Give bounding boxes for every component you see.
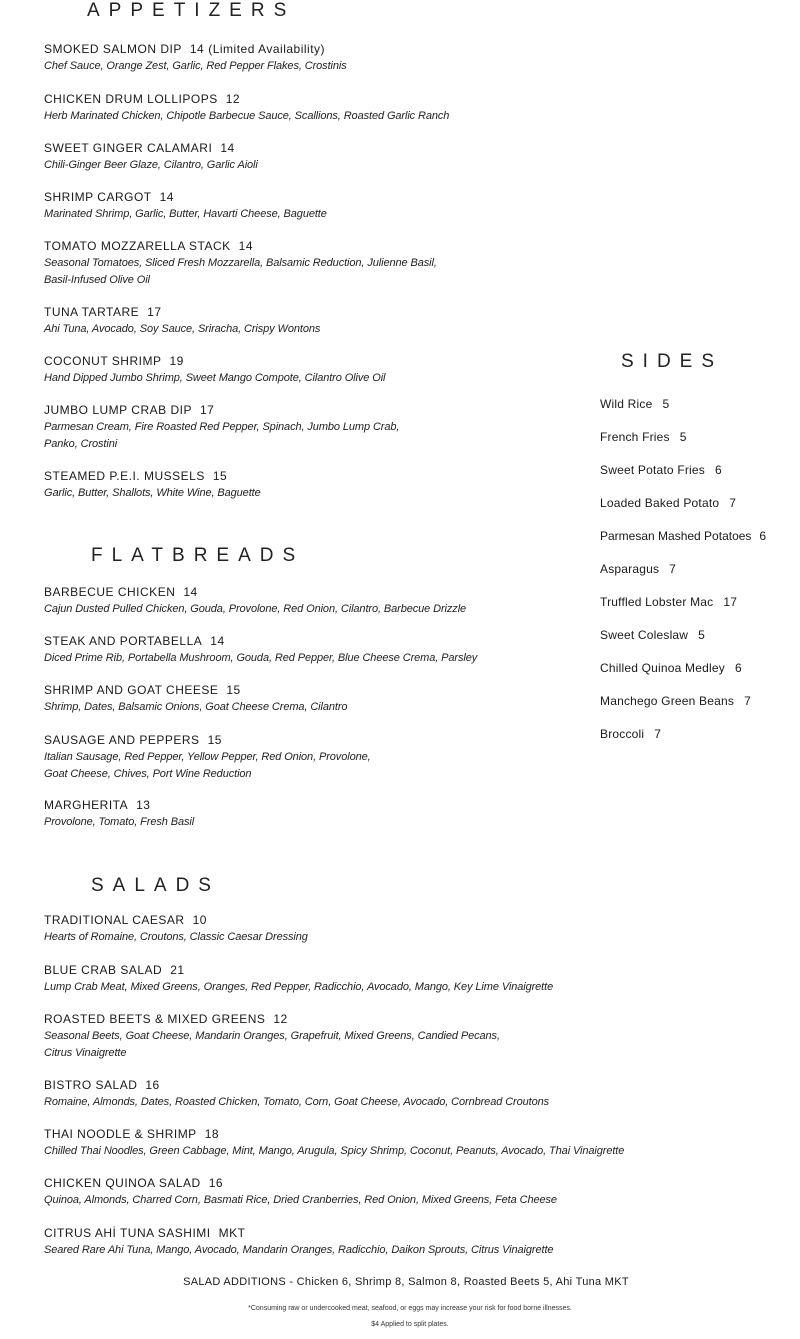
item-name: CHICKEN DRUM LOLLIPOPS (44, 92, 218, 106)
item-name: TRADITIONAL CAESAR (44, 913, 185, 927)
item-description: Parmesan Cream, Fire Roasted Red Pepper, Spinach, Jumbo Lump Crab, (44, 421, 400, 433)
salads-title: SALADS (91, 875, 220, 896)
item-description: Hearts of Romaine, Croutons, Classic Caesar Dressing (44, 931, 308, 943)
side-name: Truffled Lobster Mac (600, 595, 714, 609)
item-description: Panko, Crostini (44, 438, 118, 450)
item-description: Seared Rare Ahi Tuna, Mango, Avocado, Mandarin Oranges, Radicchio, Daikon Sprouts, Citrus Vinaigrette (44, 1244, 554, 1256)
side-price: 7 (729, 496, 737, 510)
item-price: 17 (147, 305, 162, 319)
menu-item (44, 41, 644, 75)
item-description: Hand Dipped Jumbo Shrimp, Sweet Mango Compote, Cilantro Olive Oil (44, 372, 386, 384)
side-item (600, 430, 687, 444)
item-description: Italian Sausage, Red Pepper, Yellow Pepper, Red Onion, Provolone, (44, 751, 371, 763)
menu-item (44, 353, 644, 387)
item-description: Marinated Shrimp, Garlic, Butter, Havarti Cheese, Baguette (44, 208, 327, 220)
side-name: Wild Rice (600, 397, 653, 411)
side-price: 7 (654, 727, 662, 741)
flatbreads-title: FLATBREADS (91, 545, 305, 566)
item-price: 10 (192, 913, 207, 927)
side-name: Manchego Green Beans (600, 694, 735, 708)
item-name: THAI NOODLE & SHRIMP (44, 1127, 197, 1141)
menu-item (44, 912, 644, 946)
item-name: JUMBO LUMP CRAB DIP (44, 403, 192, 417)
side-price: 6 (734, 661, 742, 675)
item-name: TOMATO MOZZARELLA STACK (44, 239, 231, 253)
menu-item (44, 468, 644, 502)
split-plate-note: $4 Applied to split plates. (371, 1321, 449, 1328)
item-price: 14 (159, 190, 174, 204)
side-item (600, 397, 669, 411)
item-price: 16 (145, 1078, 160, 1092)
item-description: Romaine, Almonds, Dates, Roasted Chicken, Tomato, Corn, Goat Cheese, Avocado, Cornbread Croutons (44, 1096, 550, 1108)
food-safety-disclaimer: *Consuming raw or undercooked meat, seafood, or eggs may increase your risk for food borne illnesses. (248, 1305, 572, 1312)
side-price: 5 (679, 430, 687, 444)
menu-item (44, 91, 644, 125)
menu-item (44, 797, 644, 831)
side-price: 5 (698, 628, 706, 642)
side-item (600, 628, 705, 642)
item-name: SAUSAGE AND PEPPERS (44, 733, 200, 747)
menu-item (44, 238, 644, 289)
item-name: BARBECUE CHICKEN (44, 585, 176, 599)
side-price: 17 (723, 595, 738, 609)
item-name: TUNA TARTARE (44, 305, 140, 319)
item-price: 14 (210, 634, 225, 648)
menu-item (44, 584, 644, 618)
item-price: 14 (220, 141, 235, 155)
item-description: Goat Cheese, Chives, Port Wine Reduction (44, 768, 252, 780)
item-price: 12 (273, 1012, 288, 1026)
item-name: STEAK AND PORTABELLA (44, 634, 203, 648)
item-description: Lump Crab Meat, Mixed Greens, Oranges, Red Pepper, Radicchio, Avocado, Mango, Key Lime Vinaigrette (44, 981, 554, 993)
menu-item (44, 1126, 644, 1160)
item-name: STEAMED P.E.I. MUSSELS (44, 469, 205, 483)
salad-additions: SALAD ADDITIONS - Chicken 6, Shrimp 8, Salmon 8, Roasted Beets 5, Ahi Tuna MKT (183, 1276, 629, 1288)
item-description: Garlic, Butter, Shallots, White Wine, Baguette (44, 487, 261, 499)
item-price: 14 (189, 42, 205, 56)
item-price: 14 (183, 585, 198, 599)
item-price: 17 (199, 403, 215, 417)
side-name: Sweet Potato Fries (600, 463, 705, 477)
side-name: Asparagus (600, 562, 660, 576)
item-description: Chilled Thai Noodles, Green Cabbage, Mint, Mango, Arugula, Spicy Shrimp, Coconut, Peanuts, Avocado, Thai Vinaigrette (44, 1145, 625, 1157)
side-name: Parmesan Mashed Potatoes (600, 529, 752, 543)
item-note: (Limited Availability) (208, 42, 326, 56)
menu-item (44, 682, 644, 716)
item-price: 15 (212, 469, 228, 483)
item-description: Seasonal Beets, Goat Cheese, Mandarin Oranges, Grapefruit, Mixed Greens, Candied Pecans, (44, 1030, 500, 1042)
item-name: SHRIMP AND GOAT CHEESE (44, 683, 219, 697)
side-price: 6 (759, 529, 767, 543)
item-description: Seasonal Tomatoes, Sliced Fresh Mozzarella, Balsamic Reduction, Julienne Basil, (44, 257, 437, 269)
item-name: BISTRO SALAD (44, 1078, 138, 1092)
item-description: Shrimp, Dates, Balsamic Onions, Goat Cheese Crema, Cilantro (44, 701, 348, 713)
side-item (600, 463, 722, 477)
item-description: Ahi Tuna, Avocado, Soy Sauce, Sriracha, Crispy Wontons (44, 323, 321, 335)
item-name: SWEET GINGER CALAMARI (44, 141, 213, 155)
item-name: SHRIMP CARGOT (44, 190, 152, 204)
side-price: 7 (669, 562, 677, 576)
item-price: 21 (170, 963, 185, 977)
menu-item (44, 1225, 644, 1259)
menu-item (44, 304, 644, 338)
side-name: Sweet Coleslaw (600, 628, 689, 642)
item-description: Herb Marinated Chicken, Chipotle Barbecue Sauce, Scallions, Roasted Garlic Ranch (44, 110, 450, 122)
side-name: Loaded Baked Potato (600, 496, 720, 510)
menu-item (44, 189, 644, 223)
item-price: MKT (218, 1226, 246, 1240)
menu-item (44, 633, 644, 667)
item-price: 14 (238, 239, 254, 253)
item-description: Quinoa, Almonds, Charred Corn, Basmati Rice, Dried Cranberries, Red Onion, Mixed Greens, Feta Cheese (44, 1194, 557, 1206)
side-item (600, 727, 661, 741)
item-description: Chef Sauce, Orange Zest, Garlic, Red Pepper Flakes, Crostinis (44, 60, 347, 72)
menu-item (44, 1011, 644, 1062)
side-item (600, 661, 742, 675)
menu-item (44, 1175, 644, 1209)
item-description: Cajun Dusted Pulled Chicken, Gouda, Provolone, Red Onion, Cilantro, Barbecue Drizzle (44, 603, 467, 615)
menu-item (44, 732, 644, 783)
side-item (600, 595, 737, 609)
side-item (600, 529, 766, 543)
item-description: Chili-Ginger Beer Glaze, Cilantro, Garlic Aioli (44, 159, 258, 171)
side-item (600, 562, 676, 576)
item-name: CITRUS AHİ TUNA SASHIMI (44, 1226, 211, 1240)
item-price: 15 (226, 683, 241, 697)
item-price: 13 (136, 798, 151, 812)
menu-item (44, 140, 644, 174)
menu-item (44, 402, 644, 453)
item-price: 15 (207, 733, 222, 747)
side-price: 5 (662, 397, 670, 411)
menu-item (44, 962, 644, 996)
side-name: French Fries (600, 430, 670, 444)
appetizers-title: APPETIZERS (87, 0, 296, 21)
item-price: 16 (208, 1176, 224, 1190)
item-price: 12 (225, 92, 241, 106)
item-name: MARGHERITA (44, 798, 129, 812)
item-name: COCONUT SHRIMP (44, 354, 162, 368)
item-price: 19 (169, 354, 184, 368)
side-name: Chilled Quinoa Medley (600, 661, 725, 675)
item-description: Provolone, Tomato, Fresh Basil (44, 816, 195, 828)
side-price: 7 (744, 694, 751, 708)
item-price: 18 (204, 1127, 220, 1141)
side-item (600, 496, 736, 510)
side-item (600, 694, 751, 708)
side-name: Broccoli (600, 727, 645, 741)
sides-title: SIDES (621, 351, 724, 372)
item-name: CHICKEN QUINOA SALAD (44, 1176, 201, 1190)
item-description: Citrus Vinaigrette (44, 1047, 127, 1059)
item-name: ROASTED BEETS & MIXED GREENS (44, 1012, 266, 1026)
menu-item (44, 1077, 644, 1111)
item-description: Diced Prime Rib, Portabella Mushroom, Gouda, Red Pepper, Blue Cheese Crema, Parsley (44, 652, 478, 664)
item-name: SMOKED SALMON DIP (44, 42, 182, 56)
item-description: Basil-Infused Olive Oil (44, 274, 150, 286)
item-name: BLUE CRAB SALAD (44, 963, 163, 977)
side-price: 6 (714, 463, 722, 477)
